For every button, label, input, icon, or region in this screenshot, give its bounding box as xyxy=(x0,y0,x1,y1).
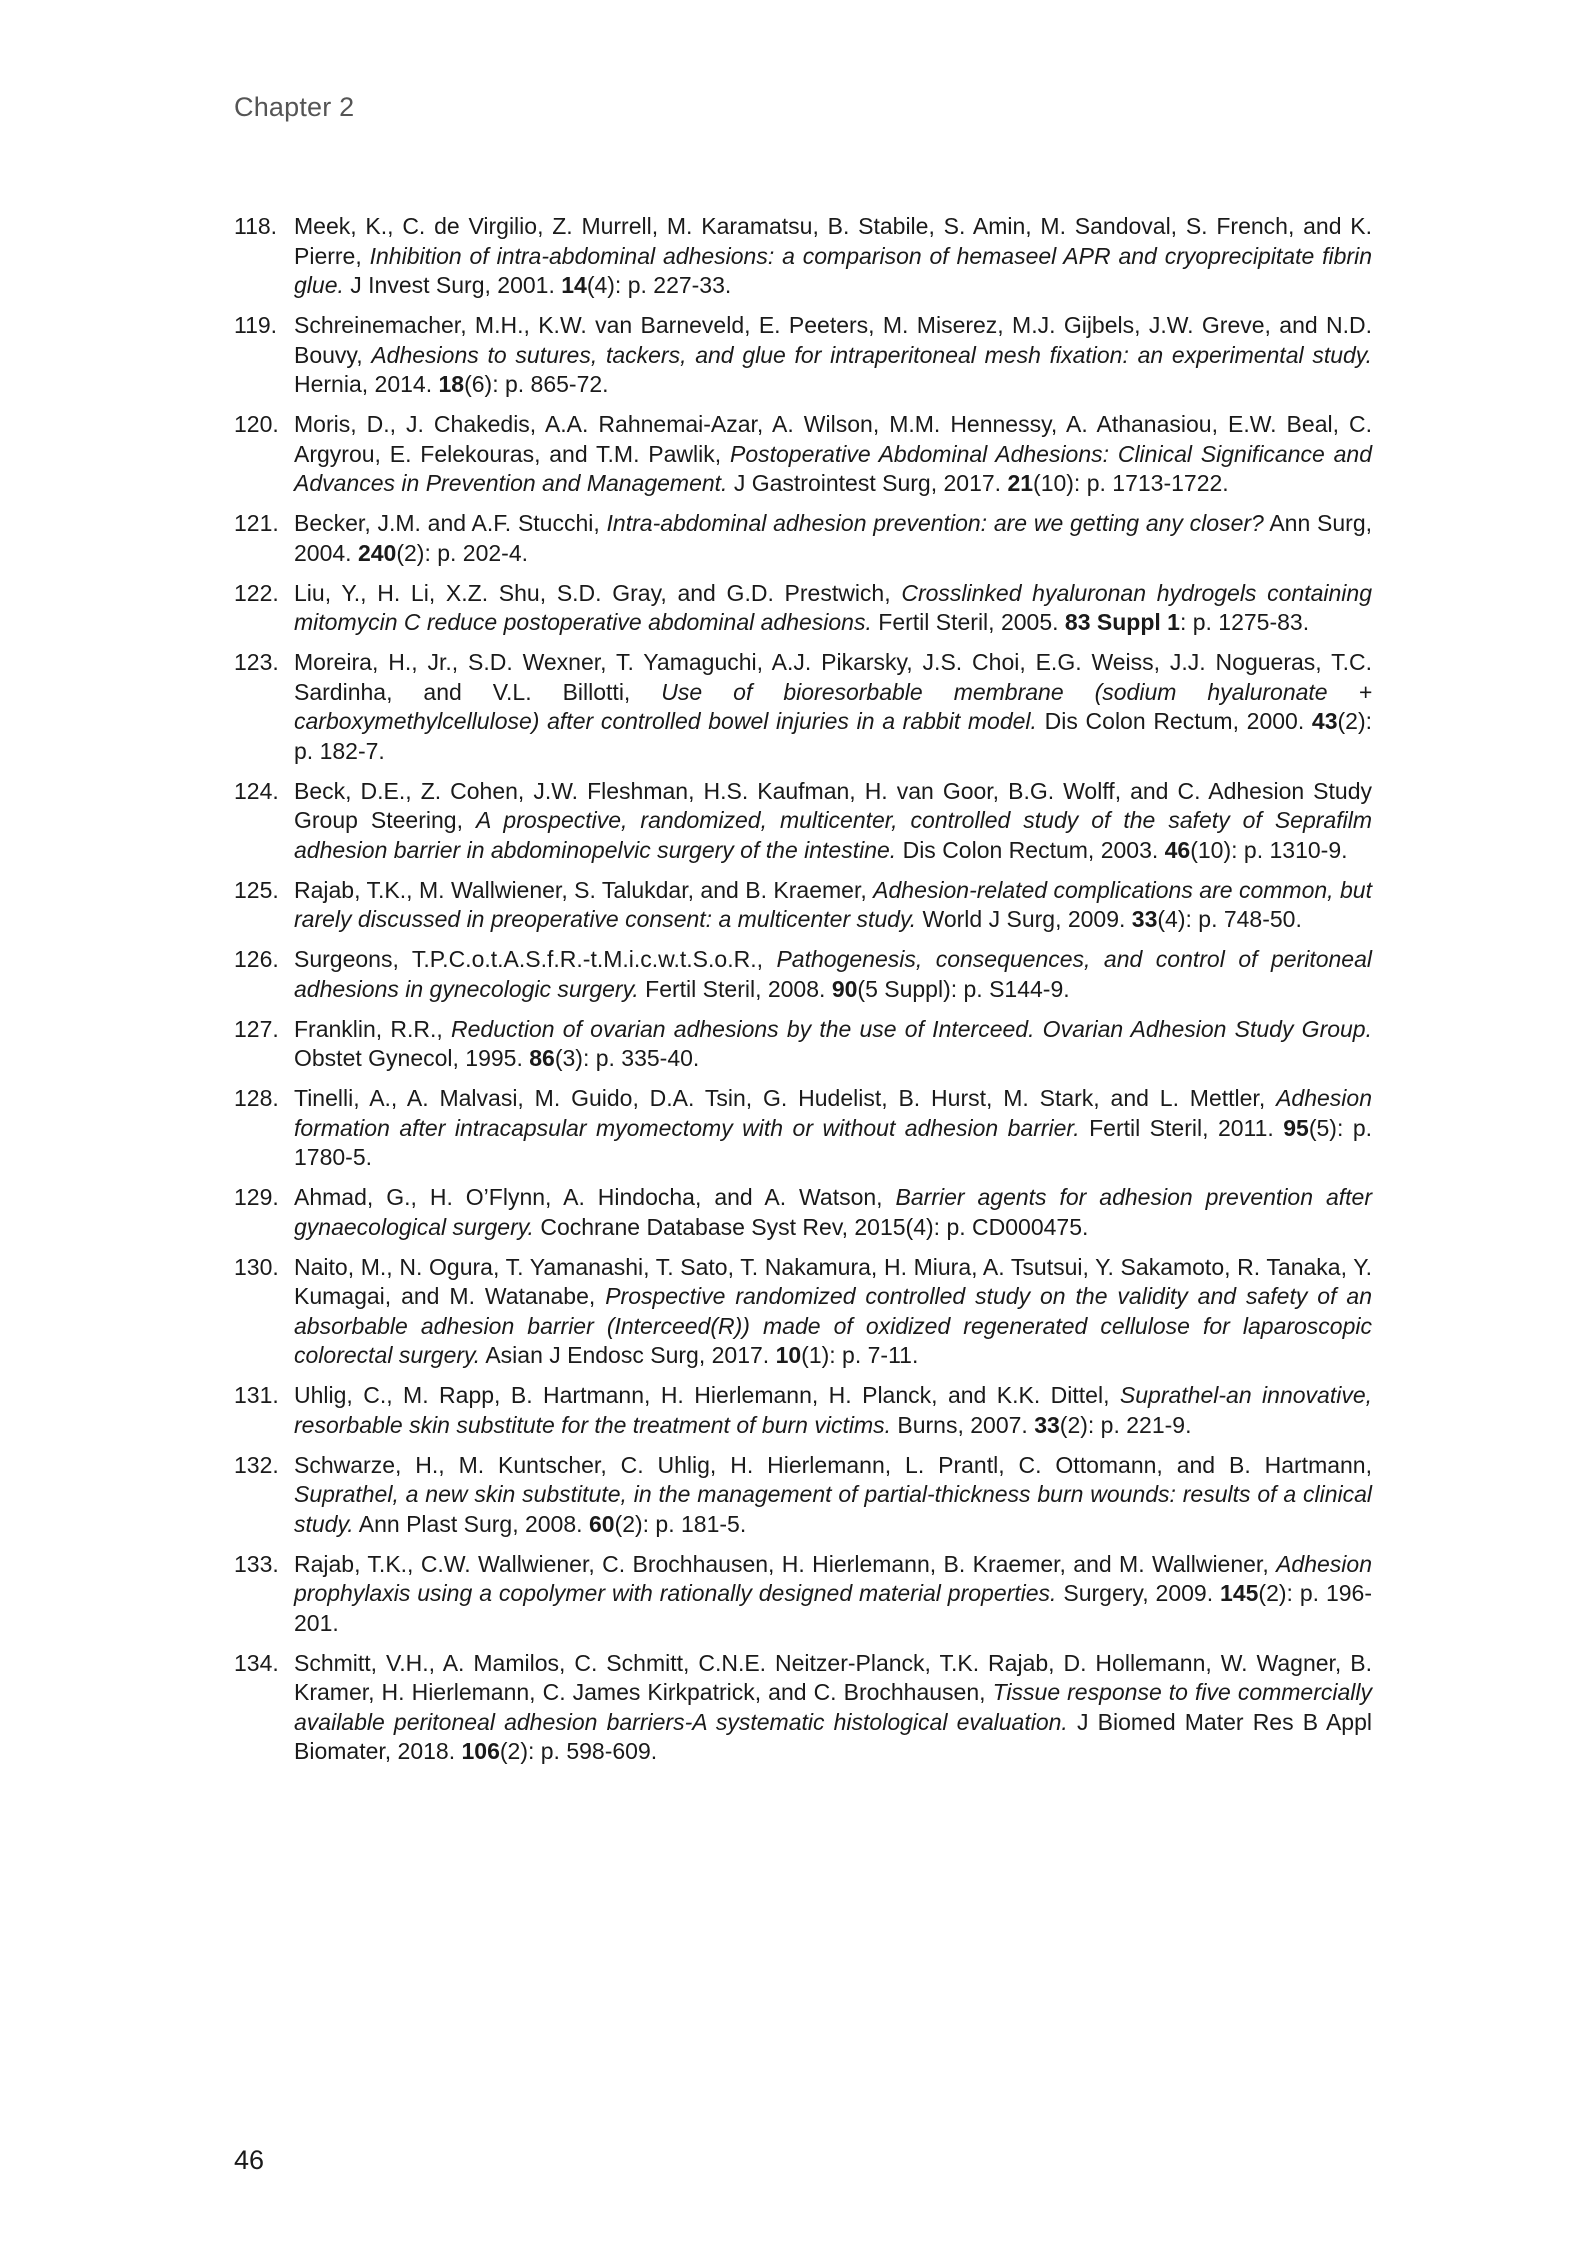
reference-pages: (2): p. 202-4. xyxy=(396,539,529,566)
reference-title: Prospective randomized controlled study on the validity and safety of an absorbable adhesion barrier (Interceed(R)) made of oxidized regenerated cellulose for laparoscopic colorectal surgery. xyxy=(294,1283,1372,1368)
reference-text xyxy=(294,212,1372,301)
reference-authors: Rajab, T.K., C.W. Wallwiener, C. Brochhausen, H. Hierlemann, B. Kraemer, and M. Wallwiener, xyxy=(294,1550,1277,1577)
reference-pages: (2): p. 598-609. xyxy=(499,1738,658,1764)
reference-pages: (3): p. 335-40. xyxy=(554,1045,700,1071)
reference-source: Asian J Endosc Surg, 2017. xyxy=(480,1342,776,1368)
reference-source: J Invest Surg, 2001. xyxy=(343,272,562,298)
reference-volume: 33 xyxy=(1131,906,1158,932)
running-header: Chapter 2 xyxy=(234,92,355,122)
reference-volume: 14 xyxy=(561,272,587,298)
reference-number: 128. xyxy=(234,1085,279,1111)
reference-text xyxy=(294,648,1372,766)
reference-authors: Moreira, H., Jr., S.D. Wexner, T. Yamaguchi, A.J. Pikarsky, J.S. Choi, E.G. Weiss, J.J. Nogueras, T.C. Sardinha, and V.L. Billotti, xyxy=(294,649,1372,705)
reference-item xyxy=(234,509,1372,568)
reference-volume: 18 xyxy=(438,371,465,397)
reference-item xyxy=(234,945,1372,1004)
reference-number: 131. xyxy=(234,1382,279,1408)
reference-number: 125. xyxy=(234,876,279,903)
reference-source: Fertil Steril, 2005. xyxy=(871,609,1065,635)
reference-title: Adhesion formation after intracapsular myomectomy with or without adhesion barrier. xyxy=(294,1085,1372,1141)
reference-title: Crosslinked hyaluronan hydrogels containing mitomycin C reduce postoperative abdominal adhesions. xyxy=(294,579,1372,635)
reference-authors: Ahmad, G., H. O’Flynn, A. Hindocha, and A. Watson, xyxy=(294,1184,896,1210)
reference-authors: Schmitt, V.H., A. Mamilos, C. Schmitt, C.N.E. Neitzer-Planck, T.K. Rajab, D. Hollemann, W. Wagner, B. Kramer, H. Hierlemann, C. James Kirkpatrick, and C. Brochhausen, xyxy=(294,1649,1372,1705)
reference-item xyxy=(234,1451,1372,1540)
reference-item xyxy=(234,212,1372,301)
reference-number: 133. xyxy=(234,1550,279,1577)
reference-text xyxy=(294,876,1372,935)
reference-authors: Schreinemacher, M.H., K.W. van Barneveld, E. Peeters, M. Miserez, M.J. Gijbels, J.W. Greve, and N.D. Bouvy, xyxy=(294,312,1372,368)
reference-item xyxy=(234,1381,1372,1440)
reference-volume: 83 Suppl 1 xyxy=(1064,609,1180,635)
reference-number: 118. xyxy=(234,213,278,239)
reference-item xyxy=(234,410,1372,499)
reference-item xyxy=(234,648,1372,766)
reference-title: Reduction of ovarian adhesions by the use of Interceed. Ovarian Adhesion Study Group. xyxy=(451,1015,1372,1042)
reference-authors: Franklin, R.R., xyxy=(294,1015,451,1042)
reference-volume: 21 xyxy=(1007,470,1034,496)
reference-item xyxy=(234,579,1372,638)
reference-pages: (10): p. 1310-9. xyxy=(1190,836,1348,863)
reference-authors: Rajab, T.K., M. Wallwiener, S. Talukdar, and B. Kraemer, xyxy=(294,876,874,903)
reference-volume: 46 xyxy=(1164,836,1191,863)
reference-title: Suprathel-an innovative, resorbable skin substitute for the treatment of burn victims. xyxy=(294,1382,1372,1438)
reference-pages: (4): p. 227-33. xyxy=(586,272,732,298)
reference-text xyxy=(294,1381,1372,1440)
reference-pages: (5 Suppl): p. S144-9. xyxy=(857,975,1070,1002)
reference-source: Dis Colon Rectum, 2000. xyxy=(1036,708,1312,734)
reference-pages: : p. 1275-83. xyxy=(1179,609,1310,635)
reference-text xyxy=(294,1183,1372,1242)
reference-volume: 43 xyxy=(1311,708,1338,734)
reference-source: Fertil Steril, 2008. xyxy=(638,975,832,1002)
reference-volume: 240 xyxy=(357,539,397,566)
reference-pages: (5): p. 1780-5. xyxy=(294,1114,1373,1170)
reference-pages: (1): p. 7-11. xyxy=(801,1342,919,1368)
reference-number: 127. xyxy=(234,1015,279,1042)
reference-pages: (2): p. 196-201. xyxy=(294,1580,1372,1636)
reference-number: 129. xyxy=(234,1184,279,1210)
reference-source: Surgery, 2009. xyxy=(1056,1580,1221,1606)
page-number: 46 xyxy=(234,2145,265,2175)
reference-authors: Surgeons, T.P.C.o.t.A.S.f.R.-t.M.i.c.w.t.S.o.R., xyxy=(294,946,777,972)
reference-source: World J Surg, 2009. xyxy=(916,906,1132,932)
reference-source: Dis Colon Rectum, 2003. xyxy=(896,836,1165,863)
reference-item xyxy=(234,1183,1372,1242)
reference-volume: 95 xyxy=(1283,1114,1309,1141)
reference-source: Cochrane Database Syst Rev, 2015(4): p. CD000475. xyxy=(533,1213,1089,1240)
reference-source: Burns, 2007. xyxy=(891,1411,1035,1438)
reference-source: Fertil Steril, 2011. xyxy=(1079,1114,1284,1141)
reference-text xyxy=(294,509,1372,568)
reference-title: Use of bioresorbable membrane (sodium hyaluronate + carboxymethylcellulose) after controlled bowel injuries in a rabbit model. xyxy=(294,678,1372,734)
reference-item xyxy=(234,777,1372,866)
reference-text xyxy=(294,311,1372,400)
reference-title: Barrier agents for adhesion prevention after gynaecological surgery. xyxy=(294,1184,1372,1240)
reference-pages: (2): p. 221-9. xyxy=(1059,1411,1192,1438)
reference-authors: Meek, K., C. de Virgilio, Z. Murrell, M. Karamatsu, B. Stabile, S. Amin, M. Sandoval, S. French, and K. Pierre, xyxy=(294,213,1372,269)
reference-item xyxy=(234,876,1372,935)
reference-number: 120. xyxy=(234,411,279,437)
reference-text xyxy=(294,1253,1372,1371)
reference-source: Hernia, 2014. xyxy=(294,371,439,397)
reference-number: 126. xyxy=(234,946,279,972)
reference-text xyxy=(294,945,1372,1004)
reference-source: J Biomed Mater Res B Appl Biomater, 2018. xyxy=(294,1708,1372,1764)
reference-source: Ann Surg, 2004. xyxy=(294,510,1372,566)
reference-number: 119. xyxy=(234,312,278,338)
reference-authors: Naito, M., N. Ogura, T. Yamanashi, T. Sato, T. Nakamura, H. Miura, A. Tsutsui, Y. Sakamoto, R. Tanaka, Y. Kumagai, and M. Watanabe, xyxy=(294,1253,1372,1309)
reference-item xyxy=(234,1015,1372,1074)
reference-item xyxy=(234,1550,1372,1639)
reference-text xyxy=(294,1015,1372,1074)
reference-pages: (2): p. 181-5. xyxy=(614,1510,747,1537)
reference-source: Ann Plast Surg, 2008. xyxy=(353,1510,589,1537)
reference-volume: 10 xyxy=(775,1342,802,1368)
reference-item xyxy=(234,1084,1372,1173)
reference-item xyxy=(234,311,1372,400)
reference-title: Postoperative Abdominal Adhesions: Clinical Significance and Advances in Prevention and Management. xyxy=(294,440,1372,496)
reference-text xyxy=(294,1649,1372,1767)
reference-source: Obstet Gynecol, 1995. xyxy=(294,1045,530,1071)
reference-authors: Moris, D., J. Chakedis, A.A. Rahnemai-Azar, A. Wilson, M.M. Hennessy, A. Athanasiou, E.W. Beal, C. Argyrou, E. Felekouras, and T.M. Pawlik, xyxy=(294,411,1372,467)
reference-pages: (2): p. 182-7. xyxy=(294,708,1372,764)
reference-title: Inhibition of intra-abdominal adhesions: a comparison of hemaseel APR and cryoprecipitate fibrin glue. xyxy=(294,242,1372,298)
reference-number: 124. xyxy=(234,777,279,804)
reference-item xyxy=(234,1649,1372,1767)
reference-volume: 60 xyxy=(588,1510,615,1537)
reference-source: J Gastrointest Surg, 2017. xyxy=(727,470,1008,496)
reference-pages: (4): p. 748-50. xyxy=(1157,906,1302,932)
reference-title: A prospective, randomized, multicenter, controlled study of the safety of Seprafilm adhesion barrier in abdominopelvic surgery of the intestine. xyxy=(294,807,1372,863)
reference-authors: Tinelli, A., A. Malvasi, M. Guido, D.A. Tsin, G. Hudelist, B. Hurst, M. Stark, and L. Mettler, xyxy=(294,1085,1277,1111)
reference-title: Tissue response to five commercially available peritoneal adhesion barriers-A systematic histological evaluation. xyxy=(294,1679,1373,1735)
reference-text xyxy=(294,579,1372,638)
reference-authors: Liu, Y., H. Li, X.Z. Shu, S.D. Gray, and G.D. Prestwich, xyxy=(294,579,902,606)
reference-pages: (6): p. 865-72. xyxy=(464,371,609,397)
reference-item xyxy=(234,1253,1372,1371)
reference-authors: Becker, J.M. and A.F. Stucchi, xyxy=(294,510,607,536)
reference-number: 134. xyxy=(234,1649,279,1676)
reference-title: Adhesion-related complications are common, but rarely discussed in preoperative consent: a multicenter study. xyxy=(294,876,1372,932)
reference-text xyxy=(294,1550,1372,1639)
reference-authors: Beck, D.E., Z. Cohen, J.W. Fleshman, H.S. Kaufman, H. van Goor, B.G. Wolff, and C. Adhesion Study Group Steering, xyxy=(294,777,1372,833)
reference-text xyxy=(294,1451,1372,1540)
reference-title: Suprathel, a new skin substitute, in the management of partial-thickness burn wounds: results of a clinical study. xyxy=(294,1481,1372,1537)
reference-text xyxy=(294,410,1372,499)
reference-number: 122. xyxy=(234,579,279,606)
reference-text xyxy=(294,1084,1372,1173)
reference-number: 130. xyxy=(234,1253,279,1280)
reference-volume: 86 xyxy=(529,1045,555,1071)
reference-volume: 106 xyxy=(461,1738,500,1764)
reference-authors: Schwarze, H., M. Kuntscher, C. Uhlig, H. Hierlemann, L. Prantl, C. Ottomann, and B. Hartmann, xyxy=(294,1451,1372,1478)
reference-number: 121. xyxy=(234,510,279,536)
reference-title: Adhesion prophylaxis using a copolymer with rationally designed material properties. xyxy=(294,1550,1372,1606)
reference-number: 132. xyxy=(234,1451,279,1478)
reference-list xyxy=(234,212,1372,1777)
reference-text xyxy=(294,777,1372,866)
reference-volume: 90 xyxy=(831,975,858,1002)
reference-number: 123. xyxy=(234,649,279,675)
reference-title: Adhesions to sutures, tackers, and glue for intraperitoneal mesh fixation: an experimental study. xyxy=(371,341,1372,368)
reference-authors: Uhlig, C., M. Rapp, B. Hartmann, H. Hierlemann, H. Planck, and K.K. Dittel, xyxy=(294,1382,1120,1408)
reference-volume: 145 xyxy=(1220,1580,1259,1606)
reference-pages: (10): p. 1713-1722. xyxy=(1033,470,1229,496)
reference-volume: 33 xyxy=(1034,1411,1060,1438)
reference-title: Intra-abdominal adhesion prevention: are we getting any closer? xyxy=(606,510,1264,536)
reference-title: Pathogenesis, consequences, and control of peritoneal adhesions in gynecologic surgery. xyxy=(294,946,1373,1002)
